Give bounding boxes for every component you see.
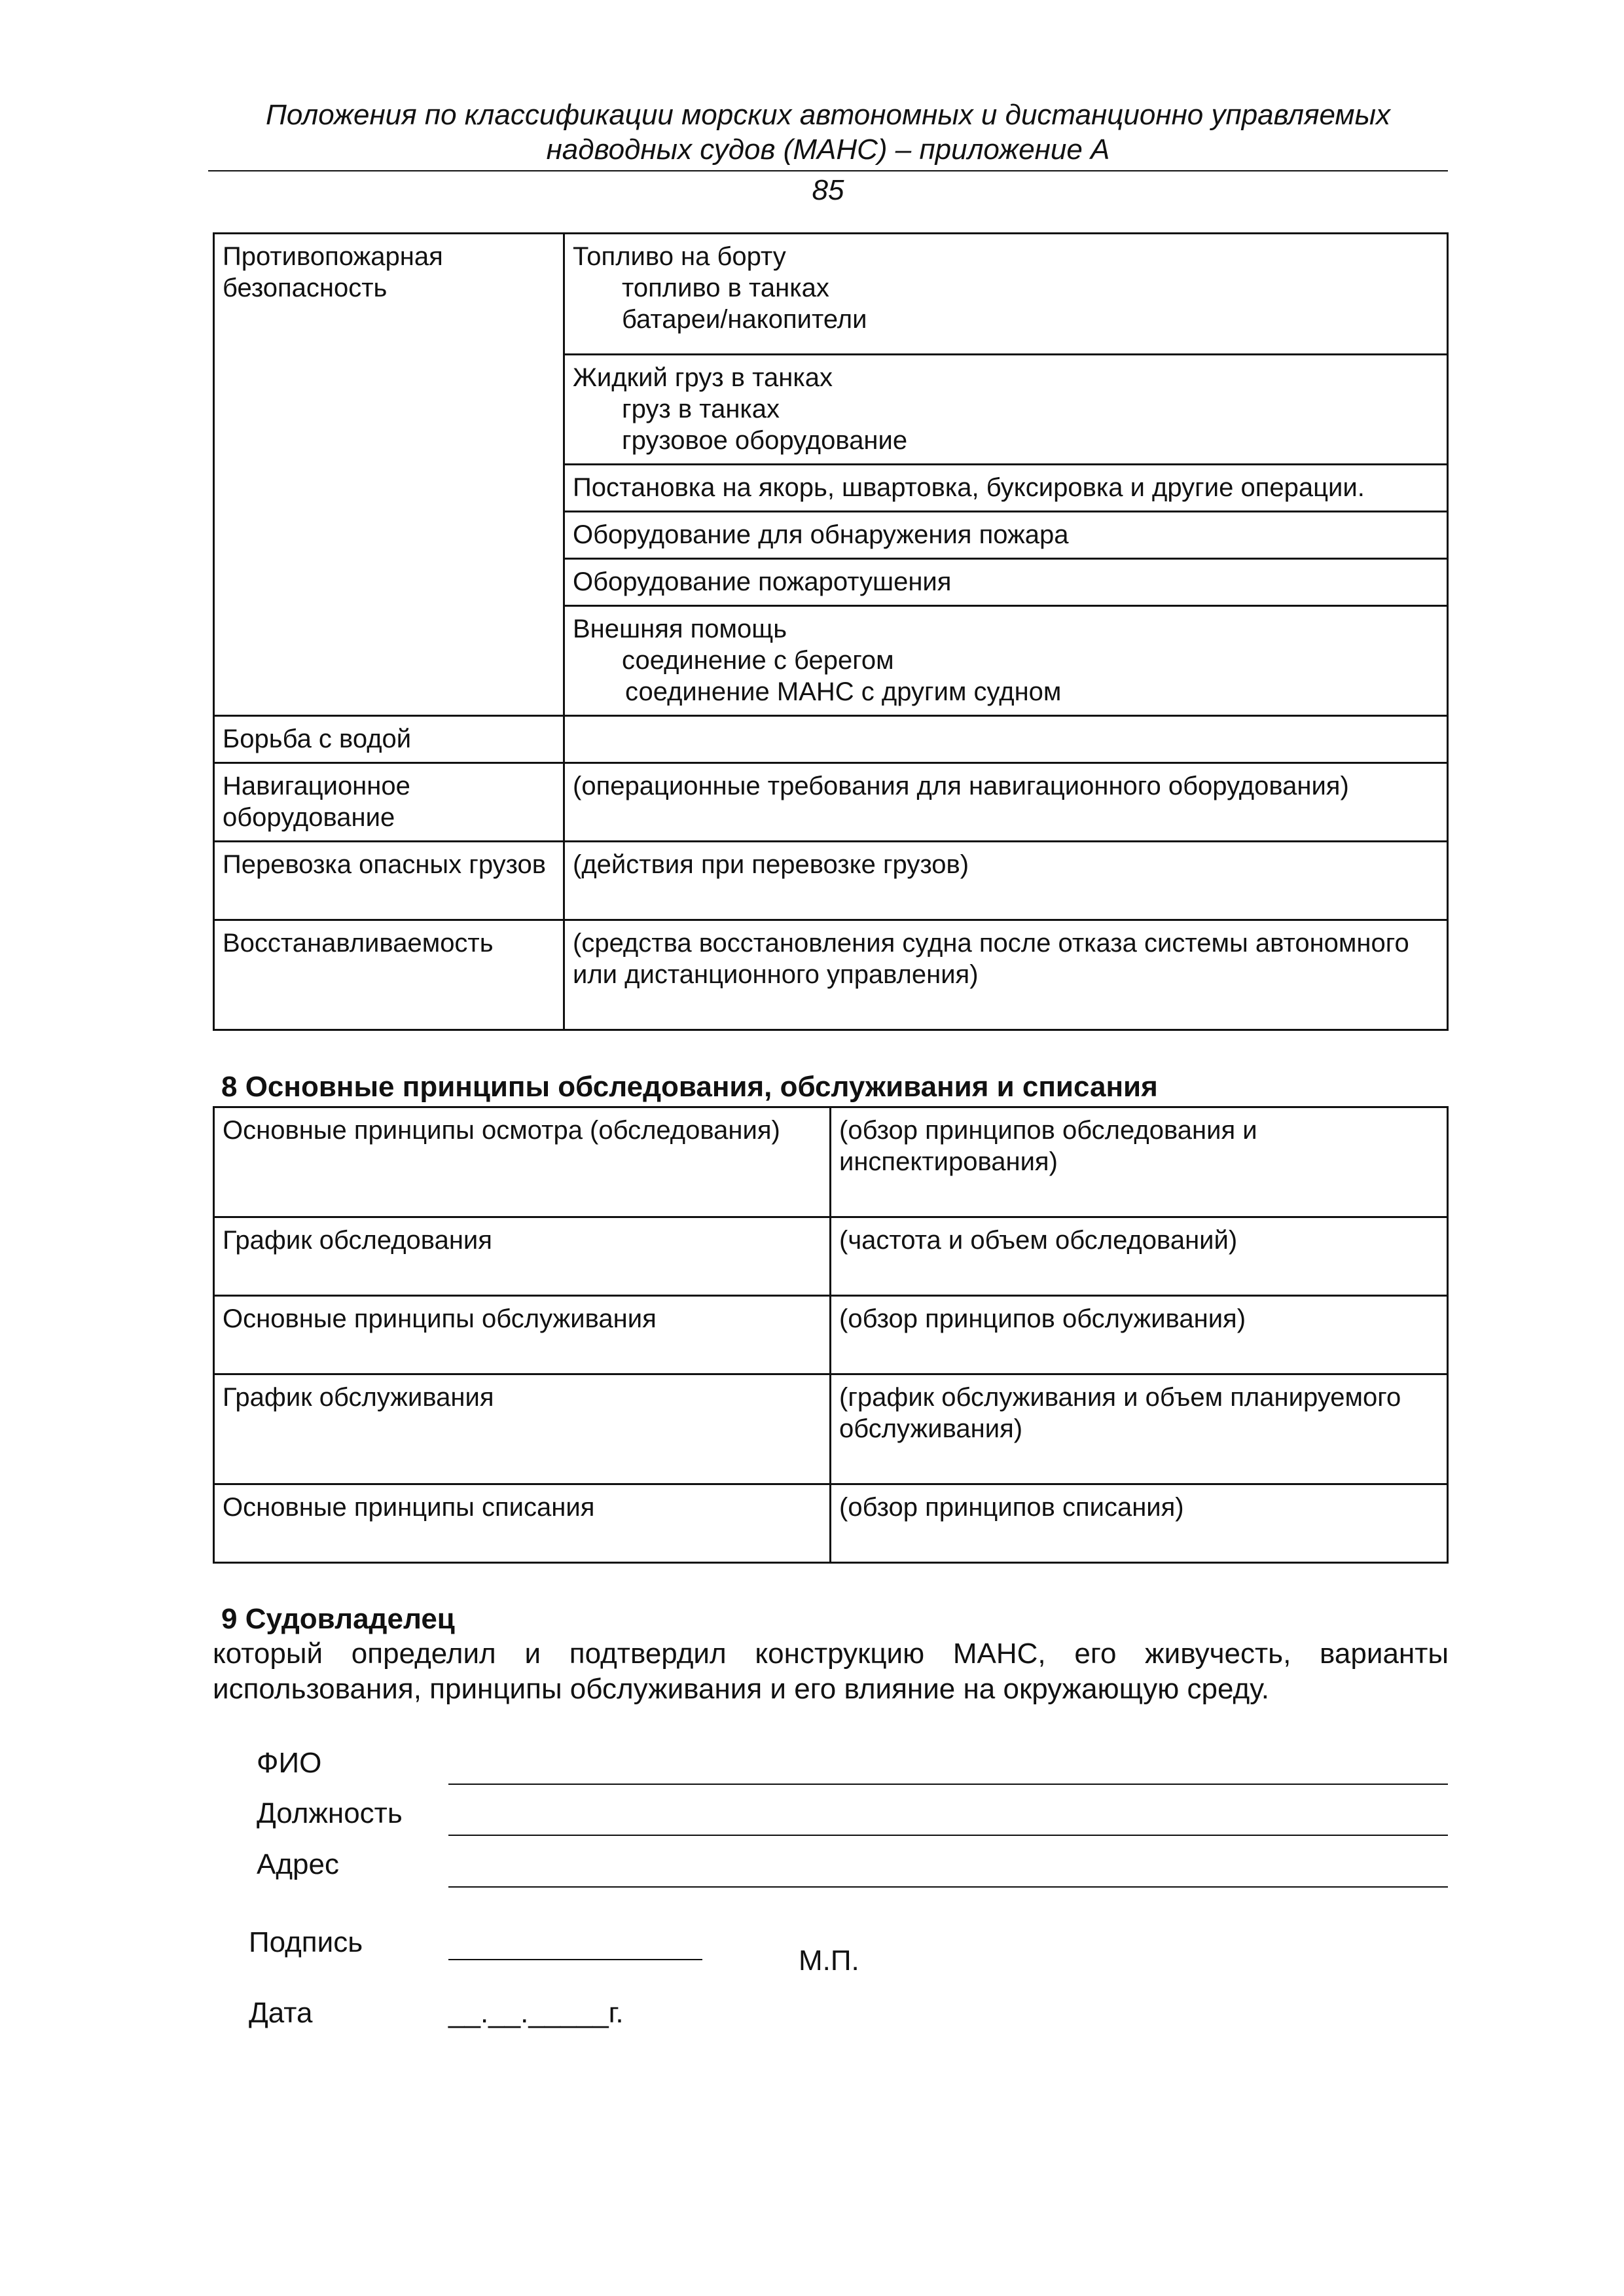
liquid-cargo-title: Жидкий груз в танках <box>573 363 833 392</box>
table-row <box>214 920 1448 1030</box>
section-9-text: который определил и подтвердил конструкцию МАНС, его живучесть, варианты использования, принципы обслуживания и его влияние на окружающую среду. <box>213 1638 1449 1705</box>
dangerous-goods-value: (действия при перевозке грузов) <box>564 842 1448 920</box>
survey-table <box>213 1106 1449 1564</box>
signature-label: Подпись <box>249 1926 363 1958</box>
fire-safety-label: Противопожарная безопасность <box>214 234 564 716</box>
header-title-line-2: надводных судов (МАНС) – приложение А <box>546 134 1110 166</box>
flood-control-value <box>564 716 1448 763</box>
decommission-principles-label: Основные принципы списания <box>214 1484 831 1563</box>
table-row <box>214 234 1448 355</box>
stamp-label: М.П. <box>799 1945 859 1977</box>
nav-equipment-value: (операционные требования для навигационного оборудования) <box>564 763 1448 842</box>
nav-equipment-label: Навигационное оборудование <box>214 763 564 842</box>
fuel-sub-batteries: батареи/накопители <box>622 305 867 334</box>
header-divider <box>208 170 1448 171</box>
table-row <box>214 1217 1448 1296</box>
decommission-principles-value: (обзор принципов списания) <box>831 1484 1448 1563</box>
survey-principles-value: (обзор принципов обследования и инспектирования) <box>831 1107 1448 1217</box>
date-label: Дата <box>249 1997 313 2029</box>
liquid-cargo-sub-tanks: груз в танках <box>622 395 780 423</box>
survey-schedule-value: (частота и объем обследований) <box>831 1217 1448 1296</box>
position-field[interactable] <box>448 1835 1448 1836</box>
fuel-title: Топливо на борту <box>573 242 786 271</box>
signature-field[interactable] <box>448 1959 702 1960</box>
external-help-sub-vessel: соединение МАНС с другим судном <box>625 677 1062 706</box>
liquid-cargo-sub-equipment: грузовое оборудование <box>622 426 908 455</box>
maintenance-principles-value: (обзор принципов обслуживания) <box>831 1296 1448 1374</box>
external-help-cell <box>564 606 1448 716</box>
flood-control-label: Борьба с водой <box>214 716 564 763</box>
table-row <box>214 716 1448 763</box>
header-title-line-1: Положения по классификации морских автономных и дистанционно управляемых <box>266 99 1390 131</box>
dangerous-goods-label: Перевозка опасных грузов <box>214 842 564 920</box>
fire-fighting-cell: Оборудование пожаротушения <box>564 559 1448 606</box>
name-label: ФИО <box>257 1747 322 1779</box>
page-number: 85 <box>812 174 844 206</box>
fuel-sub-tanks: топливо в танках <box>622 274 829 302</box>
section-8-title: 8 Основные принципы обследования, обслуживания и списания <box>221 1071 1158 1103</box>
maintenance-schedule-value: (график обслуживания и объем планируемого обслуживания) <box>831 1374 1448 1484</box>
fuel-cell <box>564 234 1448 355</box>
maintenance-schedule-label: График обслуживания <box>214 1374 831 1484</box>
survey-principles-label: Основные принципы осмотра (обследования) <box>214 1107 831 1217</box>
position-label: Должность <box>257 1797 403 1829</box>
table-row <box>214 1296 1448 1374</box>
fire-detection-cell: Оборудование для обнаружения пожара <box>564 512 1448 559</box>
date-field[interactable]: __.__._____г. <box>448 1997 624 2029</box>
table-row <box>214 1374 1448 1484</box>
maintenance-principles-label: Основные принципы обслуживания <box>214 1296 831 1374</box>
external-help-sub-shore: соединение с берегом <box>622 646 894 675</box>
anchoring-cell: Постановка на якорь, швартовка, буксировка и другие операции. <box>564 465 1448 512</box>
table-row <box>214 1484 1448 1563</box>
name-field[interactable] <box>448 1784 1448 1785</box>
address-field[interactable] <box>448 1886 1448 1888</box>
requirements-table <box>213 232 1449 1031</box>
survey-schedule-label: График обследования <box>214 1217 831 1296</box>
table-row <box>214 763 1448 842</box>
recoverability-label: Восстанавливаемость <box>214 920 564 1030</box>
recoverability-value: (средства восстановления судна после отказа системы автономного или дистанционного управления) <box>564 920 1448 1030</box>
table-row <box>214 842 1448 920</box>
external-help-title: Внешняя помощь <box>573 615 787 643</box>
liquid-cargo-cell <box>564 355 1448 465</box>
section-9-title: 9 Судовладелец <box>221 1603 455 1635</box>
table-row <box>214 1107 1448 1217</box>
address-label: Адрес <box>257 1848 339 1880</box>
